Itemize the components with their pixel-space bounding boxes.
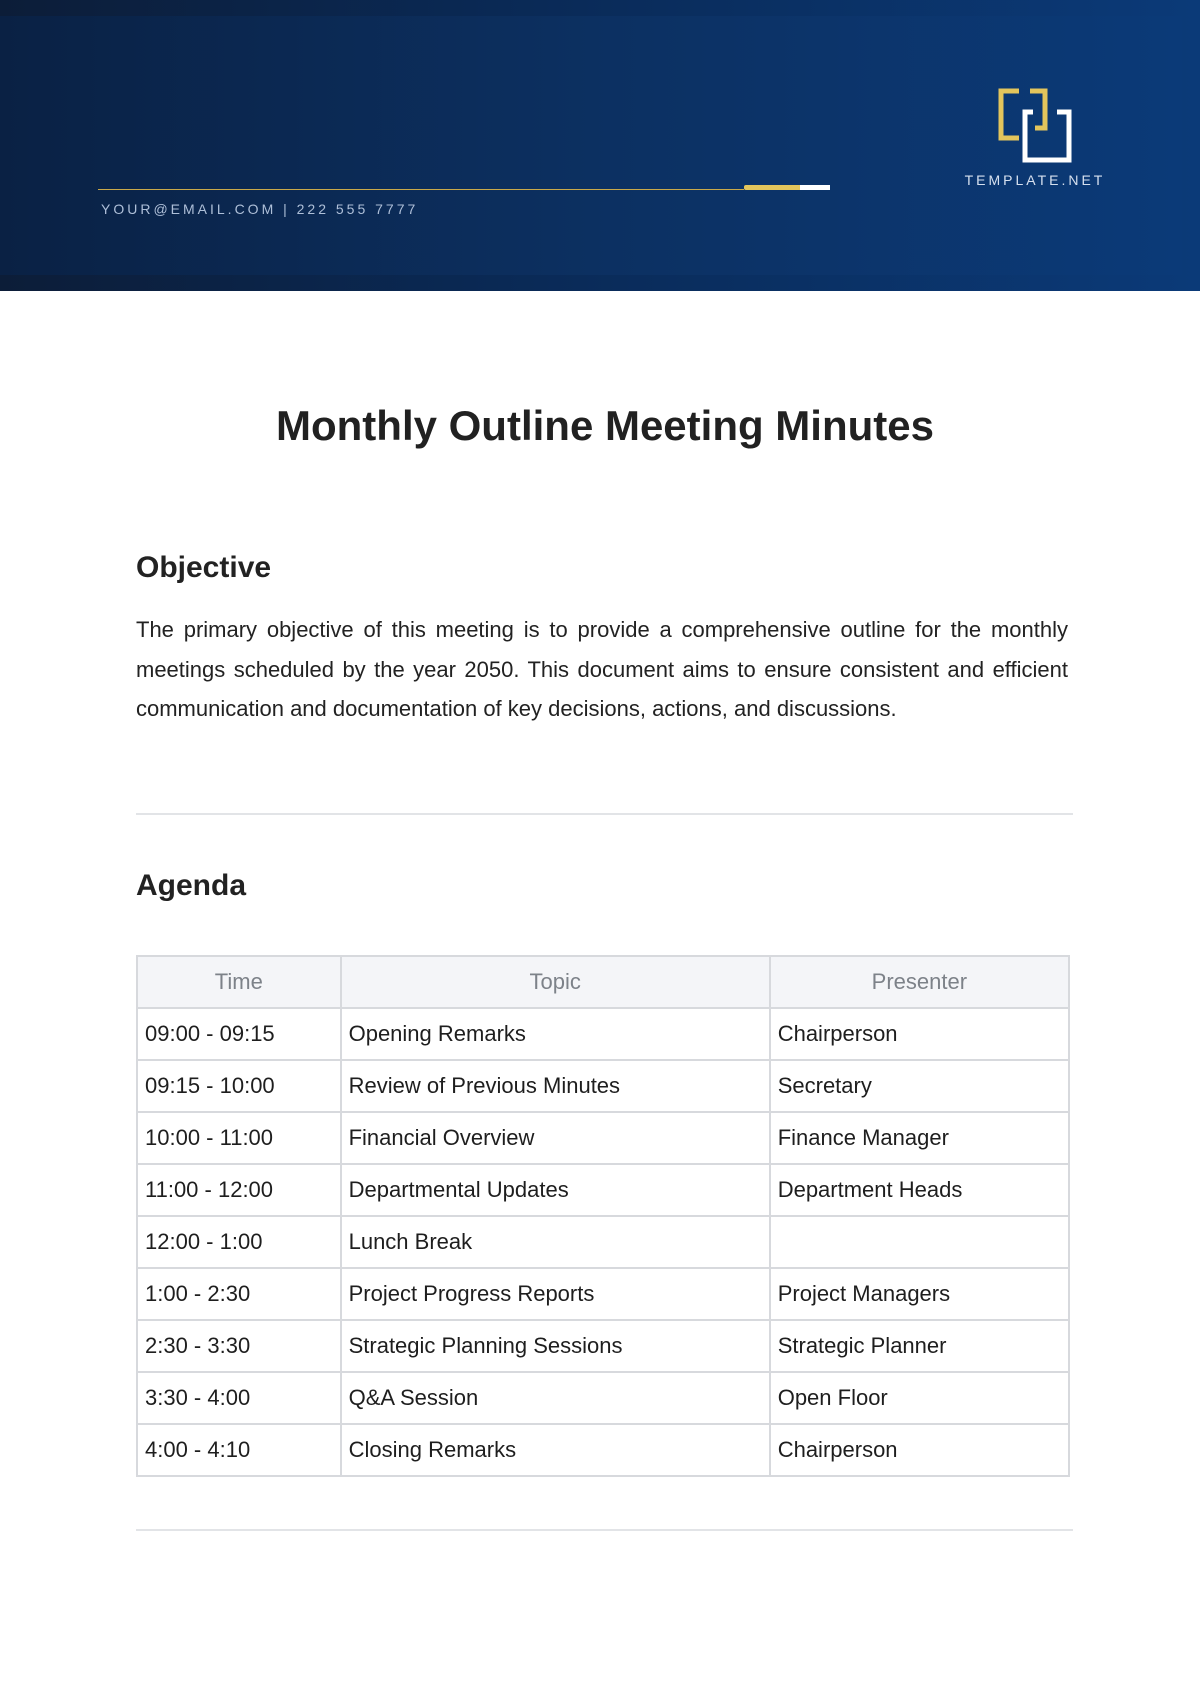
header-accent-gold xyxy=(744,185,800,190)
topic-cell: Opening Remarks xyxy=(341,1008,770,1060)
time-cell: 11:00 - 12:00 xyxy=(137,1164,341,1216)
presenter-cell: Strategic Planner xyxy=(770,1320,1069,1372)
section-divider xyxy=(136,813,1073,815)
presenter-cell: Secretary xyxy=(770,1060,1069,1112)
topic-cell: Q&A Session xyxy=(341,1372,770,1424)
topic-cell: Review of Previous Minutes xyxy=(341,1060,770,1112)
time-cell: 3:30 - 4:00 xyxy=(137,1372,341,1424)
presenter-cell: Chairperson xyxy=(770,1424,1069,1476)
topic-cell: Departmental Updates xyxy=(341,1164,770,1216)
objective-heading: Objective xyxy=(136,551,272,584)
time-cell: 2:30 - 3:30 xyxy=(137,1320,341,1372)
time-cell: 4:00 - 4:10 xyxy=(137,1424,341,1476)
header-divider-line xyxy=(98,189,744,190)
header-accent-white xyxy=(800,185,830,190)
template-logo-icon xyxy=(995,88,1075,164)
logo xyxy=(955,88,1115,188)
table-row xyxy=(137,1112,1069,1164)
presenter-cell xyxy=(770,1216,1069,1268)
time-cell: 12:00 - 1:00 xyxy=(137,1216,341,1268)
table-row xyxy=(137,1164,1069,1216)
agenda-table xyxy=(136,955,1070,1477)
table-header-row xyxy=(137,956,1069,1008)
table-row xyxy=(137,1320,1069,1372)
objective-body: The primary objective of this meeting is to provide a comprehensive outline for the monthly meetings scheduled by the year 2050. This document aims to ensure consistent and efficient communication and documentation of key decisions, actions, and discussions. xyxy=(136,617,1068,721)
presenter-cell: Department Heads xyxy=(770,1164,1069,1216)
document-title: Monthly Outline Meeting Minutes xyxy=(276,402,934,449)
topic-cell: Financial Overview xyxy=(341,1112,770,1164)
logo-text: TEMPLATE.NET xyxy=(964,172,1106,188)
topic-cell: Project Progress Reports xyxy=(341,1268,770,1320)
time-cell: 09:00 - 09:15 xyxy=(137,1008,341,1060)
table-row xyxy=(137,1424,1069,1476)
column-header-time: Time xyxy=(137,956,341,1008)
table-row xyxy=(137,1372,1069,1424)
time-cell: 1:00 - 2:30 xyxy=(137,1268,341,1320)
table-row xyxy=(137,1268,1069,1320)
topic-cell: Lunch Break xyxy=(341,1216,770,1268)
table-row xyxy=(137,1008,1069,1060)
time-cell: 09:15 - 10:00 xyxy=(137,1060,341,1112)
agenda-heading: Agenda xyxy=(136,869,247,902)
presenter-cell: Project Managers xyxy=(770,1268,1069,1320)
column-header-topic: Topic xyxy=(341,956,770,1008)
table-row xyxy=(137,1060,1069,1112)
column-header-presenter: Presenter xyxy=(770,956,1069,1008)
contact-info: YOUR@EMAIL.COM | 222 555 7777 xyxy=(101,201,419,217)
presenter-cell: Open Floor xyxy=(770,1372,1069,1424)
time-cell: 10:00 - 11:00 xyxy=(137,1112,341,1164)
topic-cell: Closing Remarks xyxy=(341,1424,770,1476)
section-divider xyxy=(136,1529,1073,1531)
presenter-cell: Chairperson xyxy=(770,1008,1069,1060)
presenter-cell: Finance Manager xyxy=(770,1112,1069,1164)
topic-cell: Strategic Planning Sessions xyxy=(341,1320,770,1372)
table-row xyxy=(137,1216,1069,1268)
